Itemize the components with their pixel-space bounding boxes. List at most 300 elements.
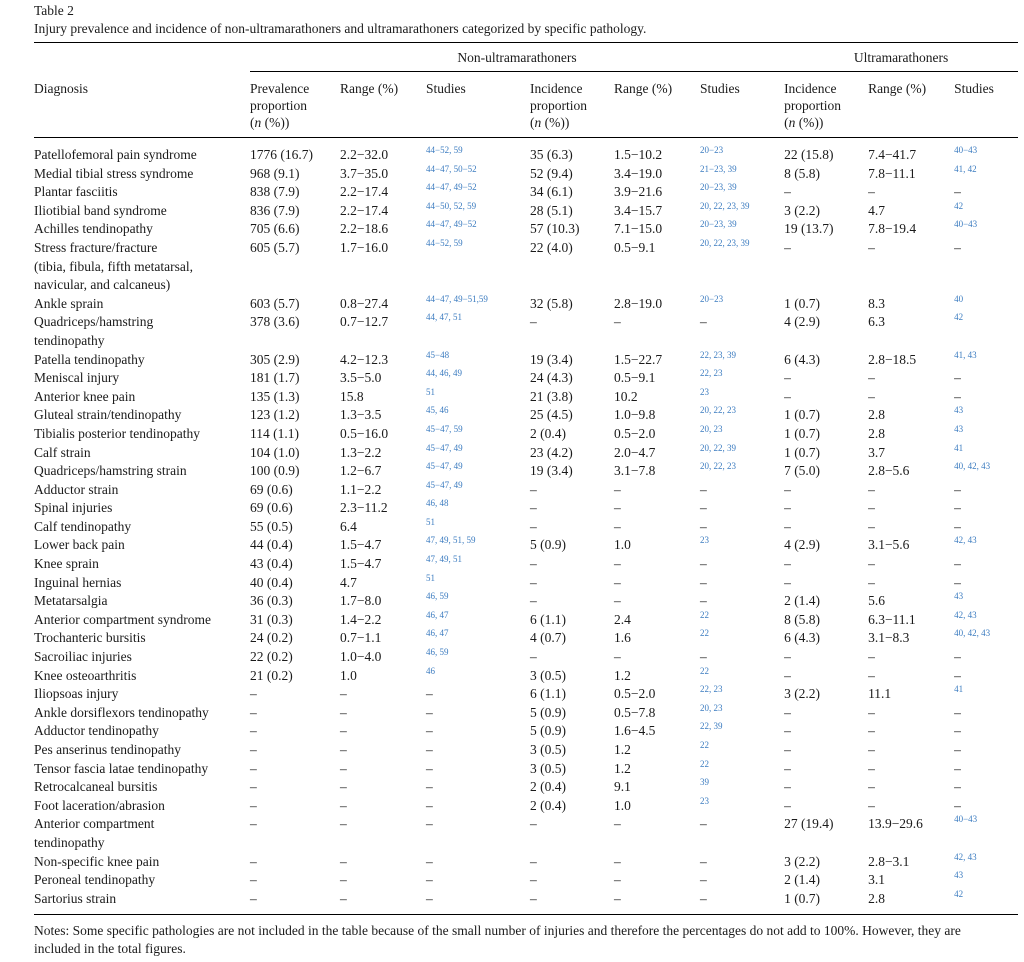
cell-incidence-range: [614, 462, 700, 481]
cell-incidence: [530, 444, 614, 463]
cell-prevalence-range: [340, 629, 426, 648]
cell-incidence: [530, 667, 614, 686]
cell-incidence-range: [614, 239, 700, 295]
cell-ultra-studies-value[interactable]: 43: [954, 423, 964, 434]
cell-prevalence-studies: [426, 667, 530, 686]
cell-prevalence-value: 69 (0.6): [250, 481, 293, 497]
cell-incidence-studies-value[interactable]: 20, 22, 23, 39: [700, 200, 750, 211]
cell-ultra-incidence: [784, 778, 868, 797]
cell-incidence: [530, 406, 614, 425]
cell-prevalence-studies: [426, 499, 530, 518]
table-row: [34, 536, 1018, 555]
col-studies: Studies: [426, 78, 530, 138]
cell-incidence: [530, 648, 614, 667]
cell-ultra-range: [868, 220, 954, 239]
cell-ultra-incidence: [784, 890, 868, 915]
cell-incidence: [530, 388, 614, 407]
cell-prevalence-studies-value[interactable]: 51: [426, 572, 435, 583]
cell-incidence-studies-value[interactable]: 21−23, 39: [700, 163, 737, 174]
cell-ultra-studies-value[interactable]: 40−43: [954, 145, 978, 155]
diagnosis-line: Calf tendinopathy: [34, 518, 132, 534]
cell-ultra-studies: [954, 890, 1018, 915]
cell-prevalence-studies: [426, 239, 530, 295]
cell-prevalence-range-value: 2.2−17.4: [340, 202, 389, 218]
cell-diagnosis: [34, 536, 250, 555]
cell-ultra-incidence: [784, 239, 868, 295]
cell-prevalence-studies-value[interactable]: 44−52, 59: [426, 145, 463, 155]
cell-incidence-studies-value[interactable]: 22, 23: [700, 368, 723, 379]
cell-ultra-studies: [954, 313, 1018, 350]
cell-incidence-range: [614, 760, 700, 779]
cell-incidence-range-value: –: [614, 872, 621, 888]
cell-incidence-range: [614, 778, 700, 797]
cell-prevalence-studies-value[interactable]: 45−47, 49: [426, 461, 463, 472]
cell-incidence-studies-value[interactable]: 23: [700, 795, 709, 806]
cell-prevalence-range-value: 6.4: [340, 518, 357, 534]
cell-prevalence-studies-value[interactable]: 44−47, 50−52: [426, 163, 477, 174]
cell-ultra-range-value: 2.8: [868, 425, 885, 441]
cell-incidence-studies-value[interactable]: 39: [700, 777, 709, 788]
cell-ultra-incidence-value: 2 (1.4): [784, 872, 821, 888]
cell-ultra-incidence-value: –: [784, 704, 791, 720]
cell-incidence-studies-value[interactable]: 20, 22, 23: [700, 461, 736, 472]
cell-prevalence-value: 100 (0.9): [250, 463, 300, 479]
cell-ultra-studies: [954, 499, 1018, 518]
cell-ultra-studies: [954, 574, 1018, 593]
diagnosis-line: Knee sprain: [34, 556, 99, 572]
cell-prevalence: [250, 518, 340, 537]
cell-prevalence: [250, 388, 340, 407]
cell-incidence: [530, 815, 614, 852]
cell-incidence-studies: [700, 481, 784, 500]
cell-prevalence-studies-value[interactable]: 45−47, 49: [426, 479, 463, 490]
cell-ultra-studies-value[interactable]: 42: [954, 312, 964, 323]
cell-diagnosis: [34, 499, 250, 518]
cell-prevalence-studies-value[interactable]: 45, 46: [426, 405, 449, 416]
table-row: [34, 239, 1018, 295]
cell-prevalence-studies: [426, 815, 530, 852]
cell-ultra-studies: [954, 629, 1018, 648]
cell-prevalence-studies-value[interactable]: 44−52, 59: [426, 237, 463, 248]
cell-ultra-studies-value: –: [954, 556, 961, 572]
diagnosis-line: Retrocalcaneal bursitis: [34, 779, 158, 795]
cell-ultra-incidence-value: –: [784, 574, 791, 590]
cell-prevalence-studies: [426, 574, 530, 593]
cell-ultra-range-value: –: [868, 556, 875, 572]
cell-incidence-value: 28 (5.1): [530, 202, 573, 218]
cell-ultra-studies: [954, 295, 1018, 314]
cell-prevalence-studies-value: –: [426, 890, 433, 906]
cell-incidence-range: [614, 444, 700, 463]
cell-ultra-range: [868, 778, 954, 797]
cell-incidence-studies-value[interactable]: 22, 23, 39: [700, 349, 736, 360]
cell-prevalence: [250, 797, 340, 816]
cell-prevalence-range: [340, 462, 426, 481]
cell-incidence-range: [614, 871, 700, 890]
cell-prevalence-range: [340, 388, 426, 407]
cell-prevalence-value: 838 (7.9): [250, 184, 300, 200]
cell-ultra-studies-value[interactable]: 42, 43: [954, 851, 977, 862]
cell-ultra-studies: [954, 518, 1018, 537]
cell-ultra-range: [868, 499, 954, 518]
cell-ultra-studies-value[interactable]: 42, 43: [954, 609, 977, 620]
cell-ultra-incidence-value: 6 (4.3): [784, 351, 821, 367]
cell-prevalence-range: [340, 313, 426, 350]
cell-incidence-value: 57 (10.3): [530, 221, 580, 237]
cell-ultra-studies-value: –: [954, 779, 961, 795]
cell-ultra-range: [868, 138, 954, 165]
cell-ultra-studies-value: –: [954, 388, 961, 404]
cell-ultra-studies: [954, 138, 1018, 165]
cell-incidence-range-value: 1.0: [614, 797, 631, 813]
cell-ultra-range: [868, 797, 954, 816]
table-row: [34, 518, 1018, 537]
cell-incidence: [530, 704, 614, 723]
diagnosis-line: Adductor strain: [34, 481, 119, 497]
cell-ultra-studies-value[interactable]: 40, 42, 43: [954, 628, 991, 639]
cell-diagnosis: [34, 183, 250, 202]
cell-ultra-studies: [954, 853, 1018, 872]
injury-table: [34, 42, 1018, 915]
cell-prevalence-range: [340, 555, 426, 574]
cell-incidence-range-value: –: [614, 593, 621, 609]
cell-incidence-studies: [700, 202, 784, 221]
cell-incidence-range-value: 2.4: [614, 611, 631, 627]
cell-prevalence: [250, 685, 340, 704]
cell-ultra-studies: [954, 239, 1018, 295]
cell-ultra-range-value: –: [868, 370, 875, 386]
cell-prevalence-studies-value[interactable]: 51: [426, 386, 435, 397]
cell-ultra-incidence-value: –: [784, 556, 791, 572]
cell-ultra-incidence: [784, 499, 868, 518]
cell-ultra-studies-value[interactable]: 43: [954, 591, 964, 602]
cell-ultra-incidence-value: –: [784, 500, 791, 516]
cell-incidence-range: [614, 481, 700, 500]
col-studies: Studies: [700, 78, 784, 138]
cell-prevalence-studies-value[interactable]: 44−50, 52, 59: [426, 200, 477, 211]
cell-prevalence-range-value: –: [340, 853, 347, 869]
cell-ultra-studies: [954, 741, 1018, 760]
cell-prevalence-studies-value[interactable]: 46, 47: [426, 628, 449, 639]
cell-ultra-studies: [954, 202, 1018, 221]
cell-prevalence-studies-value[interactable]: 44−47, 49−52: [426, 182, 477, 193]
cell-ultra-incidence-value: 27 (19.4): [784, 816, 834, 832]
cell-prevalence-range: [340, 165, 426, 184]
cell-incidence-studies-value[interactable]: 22, 39: [700, 721, 723, 732]
diagnosis-line: Spinal injuries: [34, 500, 113, 516]
cell-prevalence-range-value: 4.2−12.3: [340, 351, 389, 367]
cell-incidence-value: –: [530, 500, 537, 516]
cell-diagnosis: [34, 220, 250, 239]
cell-ultra-incidence-value: –: [784, 760, 791, 776]
cell-incidence-studies: [700, 722, 784, 741]
cell-prevalence-range-value: –: [340, 760, 347, 776]
cell-prevalence-studies-value[interactable]: 44−47, 49−52: [426, 219, 477, 230]
cell-incidence-studies: [700, 853, 784, 872]
cell-ultra-studies-value: –: [954, 649, 961, 665]
cell-incidence-studies: [700, 592, 784, 611]
cell-incidence-value: –: [530, 853, 537, 869]
cell-prevalence-range: [340, 815, 426, 852]
cell-incidence: [530, 555, 614, 574]
cell-ultra-incidence-value: –: [784, 184, 791, 200]
cell-prevalence-studies-value[interactable]: 47, 49, 51: [426, 554, 462, 565]
cell-prevalence-range: [340, 536, 426, 555]
cell-prevalence: [250, 481, 340, 500]
diagnosis-line: Tibialis posterior tendinopathy: [34, 425, 200, 441]
cell-prevalence-value: 968 (9.1): [250, 165, 300, 181]
cell-prevalence-range: [340, 518, 426, 537]
cell-prevalence: [250, 165, 340, 184]
cell-ultra-studies-value: –: [954, 723, 961, 739]
cell-prevalence-range: [340, 648, 426, 667]
cell-ultra-range-value: –: [868, 500, 875, 516]
cell-incidence-range: [614, 295, 700, 314]
cell-ultra-studies-value[interactable]: 41: [954, 442, 964, 453]
cell-incidence-studies-value[interactable]: 20−23, 39: [700, 182, 737, 193]
cell-prevalence-studies: [426, 629, 530, 648]
cell-ultra-range: [868, 313, 954, 350]
cell-prevalence-studies-value[interactable]: 51: [426, 516, 435, 527]
cell-prevalence-value: 135 (1.3): [250, 388, 300, 404]
cell-ultra-range: [868, 165, 954, 184]
cell-incidence-studies-value[interactable]: 20, 23: [700, 702, 723, 713]
cell-incidence-studies-value[interactable]: 20−23, 39: [700, 219, 737, 230]
group-header-row: [34, 43, 1018, 79]
cell-diagnosis: [34, 388, 250, 407]
cell-incidence-range-value: 3.4−15.7: [614, 202, 663, 218]
cell-incidence-studies: [700, 629, 784, 648]
cell-prevalence: [250, 406, 340, 425]
cell-ultra-range: [868, 183, 954, 202]
cell-incidence-studies: [700, 685, 784, 704]
cell-prevalence-range-value: 2.2−18.6: [340, 221, 389, 237]
cell-ultra-studies: [954, 425, 1018, 444]
cell-ultra-studies-value[interactable]: 40−43: [954, 814, 978, 825]
cell-prevalence-range-value: 1.0: [340, 667, 357, 683]
diagnosis-line: Anterior compartment: [34, 816, 155, 832]
cell-ultra-studies-value[interactable]: 40: [954, 293, 964, 304]
cell-prevalence-studies-value[interactable]: 44−47, 49−51,59: [426, 293, 488, 304]
cell-ultra-range-value: 7.4−41.7: [868, 147, 917, 162]
cell-incidence-range: [614, 183, 700, 202]
cell-diagnosis: [34, 815, 250, 852]
cell-incidence-studies-value[interactable]: 22: [700, 609, 709, 620]
cell-incidence-range-value: –: [614, 314, 621, 330]
cell-incidence-studies-value[interactable]: 22: [700, 740, 709, 750]
cell-incidence-value: 3 (0.5): [530, 742, 566, 757]
cell-prevalence-studies-value[interactable]: 47, 49, 51, 59: [426, 535, 476, 546]
cell-ultra-studies: [954, 667, 1018, 686]
cell-ultra-studies: [954, 704, 1018, 723]
cell-incidence-studies-value[interactable]: 20−23: [700, 293, 724, 304]
cell-prevalence-range: [340, 295, 426, 314]
cell-prevalence-range-value: –: [340, 872, 347, 888]
cell-ultra-studies-value[interactable]: 40, 42, 43: [954, 461, 991, 472]
cell-ultra-studies: [954, 369, 1018, 388]
cell-prevalence-studies: [426, 704, 530, 723]
cell-incidence-studies: [700, 165, 784, 184]
cell-ultra-range: [868, 239, 954, 295]
table-row: [34, 778, 1018, 797]
cell-prevalence: [250, 704, 340, 723]
cell-incidence-studies: [700, 425, 784, 444]
cell-incidence: [530, 797, 614, 816]
cell-incidence-studies-value[interactable]: 22, 23: [700, 684, 723, 695]
cell-prevalence-range: [340, 592, 426, 611]
cell-prevalence-range: [340, 202, 426, 221]
cell-incidence-studies-value[interactable]: 22: [700, 665, 709, 676]
cell-ultra-studies-value: –: [954, 239, 961, 255]
cell-incidence-range: [614, 406, 700, 425]
cell-incidence-studies-value[interactable]: 20, 23: [700, 423, 723, 434]
cell-incidence: [530, 685, 614, 704]
cell-prevalence-studies-value[interactable]: 45−48: [426, 349, 450, 360]
cell-prevalence-studies-value[interactable]: 46: [426, 665, 435, 676]
table-row: [34, 481, 1018, 500]
cell-incidence-studies-value[interactable]: 20, 22, 23: [700, 405, 736, 416]
cell-incidence-range: [614, 704, 700, 723]
cell-prevalence-studies: [426, 369, 530, 388]
cell-prevalence-studies-value: –: [426, 816, 433, 832]
cell-prevalence-value: 378 (3.6): [250, 314, 300, 330]
cell-incidence-studies-value[interactable]: 23: [700, 535, 709, 546]
cell-ultra-studies-value[interactable]: 41: [954, 684, 964, 695]
cell-ultra-studies-value[interactable]: 43: [954, 870, 964, 881]
cell-incidence-range: [614, 574, 700, 593]
cell-ultra-studies-value[interactable]: 41, 42: [954, 163, 977, 174]
cell-ultra-incidence-value: 19 (13.7): [784, 221, 834, 237]
cell-ultra-studies-value[interactable]: 41, 43: [954, 349, 977, 360]
cell-diagnosis: [34, 351, 250, 370]
cell-incidence-studies: [700, 555, 784, 574]
diagnosis-line: Quadriceps/hamstring: [34, 314, 154, 330]
cell-prevalence: [250, 499, 340, 518]
cell-prevalence-studies: [426, 871, 530, 890]
cell-incidence: [530, 574, 614, 593]
cell-prevalence-value: –: [250, 853, 257, 869]
diagnosis-line: Ankle dorsiflexors tendinopathy: [34, 704, 209, 720]
cell-prevalence-studies: [426, 778, 530, 797]
cell-incidence: [530, 592, 614, 611]
cell-diagnosis: [34, 481, 250, 500]
cell-ultra-studies: [954, 685, 1018, 704]
cell-ultra-range-value: –: [868, 797, 875, 813]
cell-prevalence-studies-value[interactable]: 44, 46, 49: [426, 368, 462, 379]
cell-prevalence-range-value: 1.0−4.0: [340, 649, 382, 665]
diagnosis-line: Iliopsoas injury: [34, 686, 119, 702]
cell-prevalence-range-value: 0.7−1.1: [340, 630, 382, 646]
cell-incidence-studies-value[interactable]: 22: [700, 628, 709, 639]
diagnosis-line: Iliotibial band syndrome: [34, 202, 167, 218]
cell-diagnosis: [34, 138, 250, 165]
cell-incidence-studies-value: –: [700, 481, 707, 497]
cell-ultra-incidence: [784, 388, 868, 407]
cell-ultra-studies-value[interactable]: 43: [954, 405, 964, 416]
cell-prevalence-studies: [426, 722, 530, 741]
cell-diagnosis: [34, 518, 250, 537]
cell-prevalence-studies-value[interactable]: 46, 48: [426, 498, 449, 509]
cell-ultra-incidence-value: 1 (0.7): [784, 444, 821, 460]
cell-incidence-studies-value[interactable]: 20−23: [700, 145, 724, 155]
table-row: [34, 853, 1018, 872]
cell-prevalence-value: 36 (0.3): [250, 593, 293, 609]
cell-prevalence-studies-value[interactable]: 45−47, 59: [426, 423, 463, 434]
cell-ultra-range: [868, 629, 954, 648]
cell-prevalence-value: 44 (0.4): [250, 537, 293, 553]
cell-incidence-studies-value[interactable]: 23: [700, 386, 709, 397]
cell-incidence-value: 21 (3.8): [530, 388, 573, 404]
table-row: [34, 871, 1018, 890]
cell-prevalence-value: 181 (1.7): [250, 370, 300, 386]
cell-ultra-studies-value[interactable]: 42: [954, 888, 964, 899]
cell-ultra-studies-value[interactable]: 42: [954, 200, 964, 211]
cell-prevalence-studies: [426, 481, 530, 500]
cell-incidence-range-value: –: [614, 556, 621, 572]
cell-prevalence-studies: [426, 351, 530, 370]
cell-prevalence-value: 114 (1.1): [250, 425, 299, 441]
cell-prevalence-studies-value[interactable]: 46, 47: [426, 609, 449, 620]
cell-incidence-range-value: 2.8−19.0: [614, 295, 663, 311]
cell-ultra-incidence-value: 3 (2.2): [784, 686, 821, 702]
column-header-row: [34, 78, 1018, 138]
group-ultra: Ultramarathoners: [784, 43, 1018, 79]
cell-prevalence-range: [340, 406, 426, 425]
cell-ultra-range: [868, 481, 954, 500]
cell-prevalence-range-value: –: [340, 797, 347, 813]
cell-ultra-range-value: –: [868, 649, 875, 665]
cell-incidence-studies-value: –: [700, 500, 707, 516]
cell-incidence-studies: [700, 499, 784, 518]
cell-prevalence-studies: [426, 555, 530, 574]
cell-prevalence-range: [340, 890, 426, 915]
cell-incidence-studies-value[interactable]: 22: [700, 758, 709, 769]
cell-prevalence-studies-value[interactable]: 46, 59: [426, 647, 449, 658]
cell-prevalence: [250, 648, 340, 667]
table-row: [34, 499, 1018, 518]
cell-incidence-studies-value: –: [700, 853, 707, 869]
cell-incidence-range-value: –: [614, 890, 621, 906]
cell-prevalence-range: [340, 369, 426, 388]
cell-incidence-studies: [700, 797, 784, 816]
cell-prevalence-studies-value: –: [426, 704, 433, 720]
cell-ultra-range-value: 13.9−29.6: [868, 816, 923, 832]
cell-incidence-studies-value[interactable]: 20, 22, 23, 39: [700, 237, 750, 248]
table-row: [34, 313, 1018, 350]
cell-diagnosis: [34, 797, 250, 816]
cell-prevalence-value: 705 (6.6): [250, 221, 300, 237]
cell-ultra-range: [868, 871, 954, 890]
diagnosis-line: Anterior knee pain: [34, 388, 136, 404]
cell-ultra-incidence-value: –: [784, 742, 791, 757]
cell-ultra-incidence-value: –: [784, 518, 791, 534]
cell-ultra-range-value: –: [868, 481, 875, 497]
cell-ultra-studies-value[interactable]: 40−43: [954, 219, 978, 230]
cell-prevalence-range: [340, 138, 426, 165]
diagnosis-line: Patellofemoral pain syndrome: [34, 147, 197, 162]
cell-ultra-incidence: [784, 165, 868, 184]
cell-prevalence-studies-value[interactable]: 45−47, 49: [426, 442, 463, 453]
cell-incidence-range: [614, 536, 700, 555]
cell-prevalence-studies-value[interactable]: 46, 59: [426, 591, 449, 602]
cell-ultra-incidence: [784, 648, 868, 667]
cell-ultra-range-value: 8.3: [868, 295, 885, 311]
cell-incidence-studies-value[interactable]: 20, 22, 39: [700, 442, 736, 453]
cell-prevalence-studies-value[interactable]: 44, 47, 51: [426, 312, 462, 323]
cell-ultra-range: [868, 741, 954, 760]
cell-diagnosis: [34, 313, 250, 350]
cell-ultra-studies-value[interactable]: 42, 43: [954, 535, 977, 546]
